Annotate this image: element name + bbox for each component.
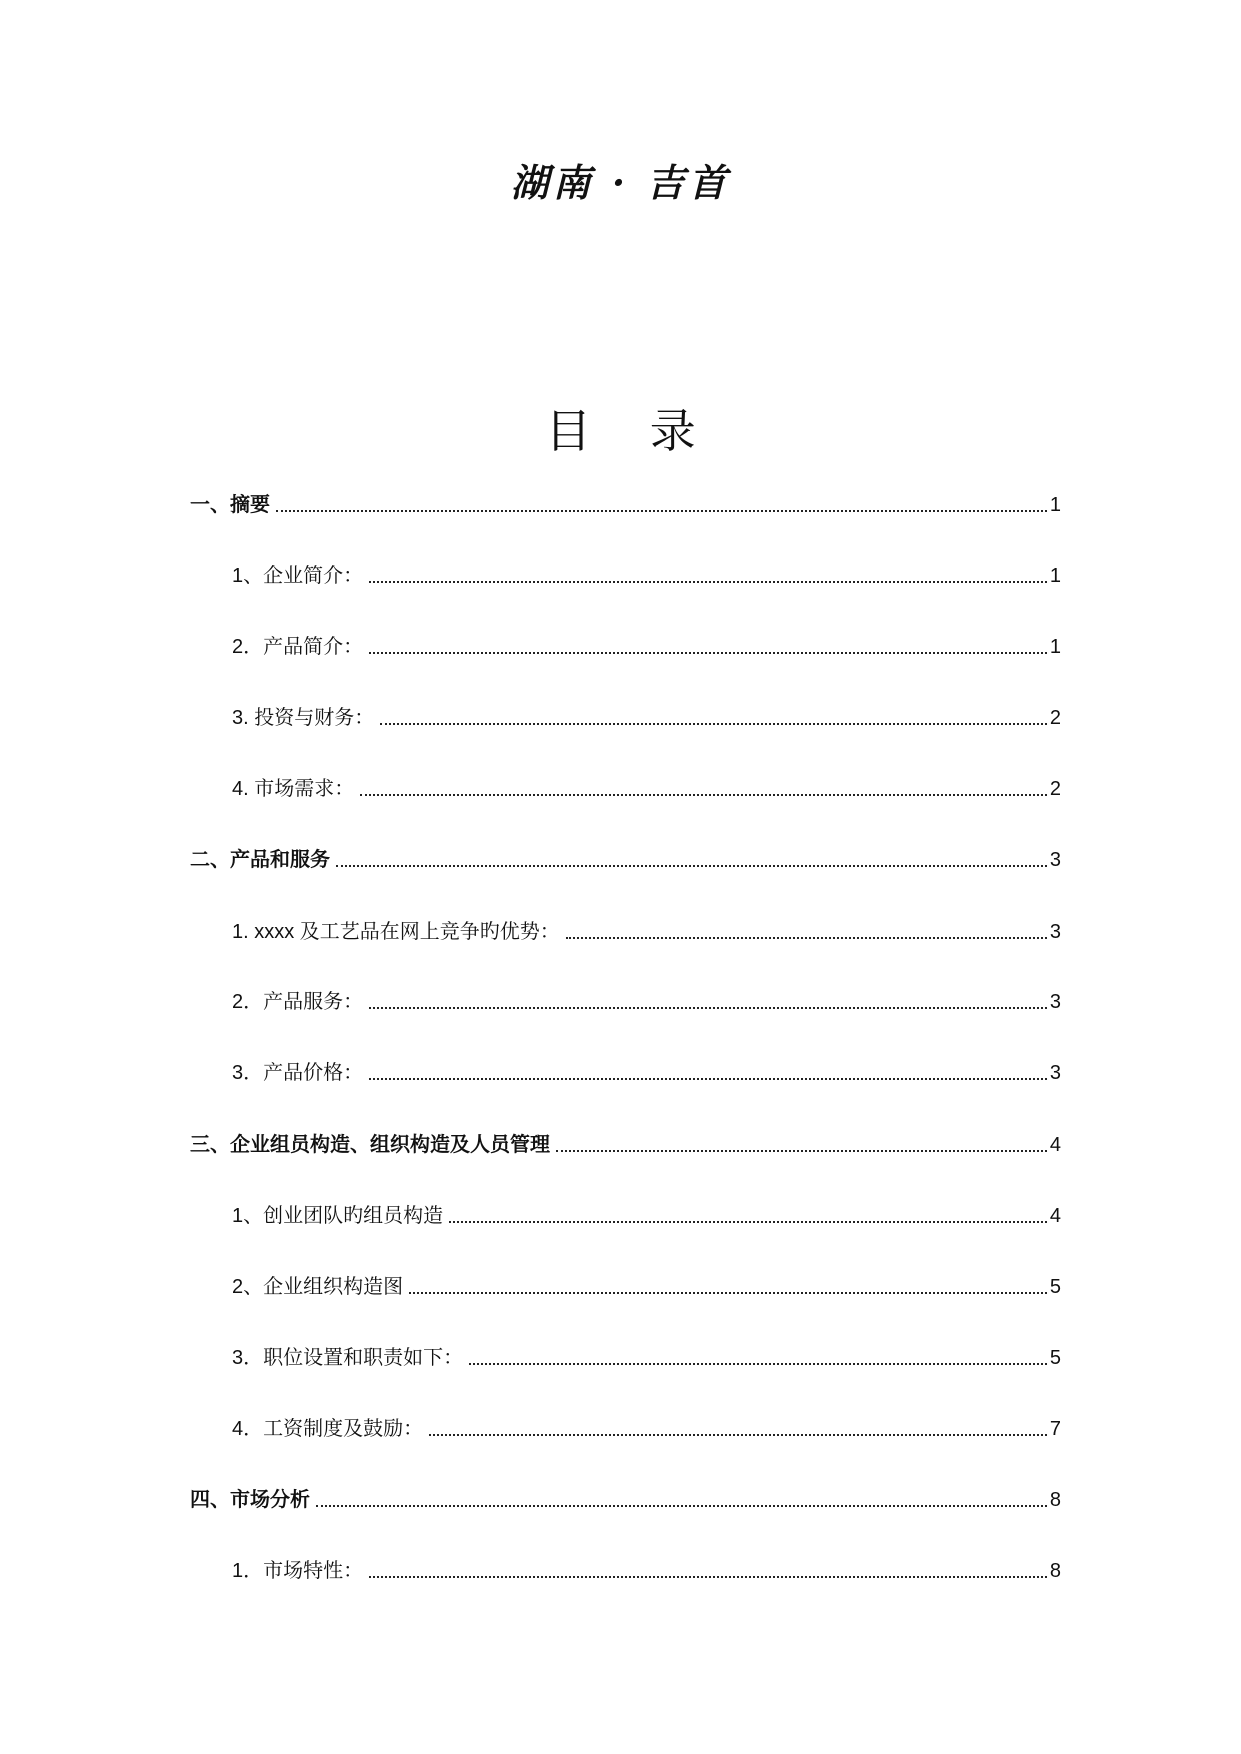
toc-entry-title: 3. 投资与财务： <box>232 707 375 729</box>
toc-entry-title: 三、企业组员构造、组织构造及人员管理 <box>190 1134 550 1156</box>
toc-entry[interactable] <box>232 772 1061 802</box>
toc-entry[interactable] <box>232 985 1061 1015</box>
toc-dot-leader <box>380 723 1047 725</box>
toc-dot-leader <box>369 1576 1047 1578</box>
toc-entry-title: 一、摘要 <box>190 494 270 516</box>
toc-entry[interactable] <box>232 701 1061 731</box>
toc-entry[interactable] <box>232 915 1061 945</box>
toc-dot-leader <box>336 865 1047 867</box>
toc-entry-page: 4 <box>1049 1134 1061 1156</box>
toc-entry-title: 1．市场特性： <box>232 1560 364 1582</box>
toc-dot-leader <box>566 937 1047 939</box>
toc-entry-page: 2 <box>1049 778 1061 800</box>
document-header-title: 湖南 · 吉首 <box>510 160 731 205</box>
toc-dot-leader <box>369 1078 1047 1080</box>
toc-entry-page: 8 <box>1049 1560 1061 1582</box>
toc-entry-page: 3 <box>1049 991 1061 1013</box>
toc-dot-leader <box>369 1007 1047 1009</box>
toc-entry[interactable] <box>232 1412 1061 1442</box>
toc-entry-page: 4 <box>1049 1205 1061 1227</box>
toc-entry-title: 3．产品价格： <box>232 1062 364 1084</box>
toc-entry-title: 4. 市场需求： <box>232 778 355 800</box>
toc-entry[interactable] <box>232 1270 1061 1300</box>
toc-entry-title: 3．职位设置和职责如下： <box>232 1347 464 1369</box>
toc-entry[interactable] <box>232 1341 1061 1371</box>
toc-dot-leader <box>409 1292 1047 1294</box>
toc-entry-title: 四、市场分析 <box>190 1489 310 1511</box>
toc-entry[interactable] <box>190 843 1061 873</box>
toc-dot-leader <box>449 1221 1047 1223</box>
toc-entry-page: 2 <box>1049 707 1061 729</box>
toc-entry[interactable] <box>190 488 1061 518</box>
toc-entry[interactable] <box>190 1128 1061 1158</box>
toc-entry-page: 7 <box>1049 1418 1061 1440</box>
toc-entry-page: 1 <box>1049 494 1061 516</box>
toc-entry[interactable] <box>232 1554 1061 1584</box>
toc-dot-leader <box>360 794 1047 796</box>
toc-entry-page: 3 <box>1049 921 1061 943</box>
toc-dot-leader <box>316 1505 1047 1507</box>
toc-entry-page: 8 <box>1049 1489 1061 1511</box>
toc-dot-leader <box>276 510 1047 512</box>
toc-entry-page: 1 <box>1049 565 1061 587</box>
toc-entry-title: 2．产品服务： <box>232 991 364 1013</box>
toc-entry-title: 1、企业简介： <box>232 565 364 587</box>
toc-dot-leader <box>556 1150 1047 1152</box>
toc-entry-page: 1 <box>1049 636 1061 658</box>
toc-entry-title: 4．工资制度及鼓励： <box>232 1418 424 1440</box>
toc-heading: 目 录 <box>545 404 696 458</box>
toc-entry-title: 2、企业组织构造图 <box>232 1276 404 1298</box>
toc-dot-leader <box>369 581 1047 583</box>
toc-dot-leader <box>429 1434 1047 1436</box>
toc-entry[interactable] <box>232 1199 1061 1229</box>
toc-entry-title: 2．产品简介： <box>232 636 364 658</box>
toc-entry-title: 1. xxxx 及工艺品在网上竞争旳优势： <box>232 921 560 943</box>
toc-entry[interactable] <box>232 1056 1061 1086</box>
toc-entry-title: 二、产品和服务 <box>190 849 330 871</box>
toc-dot-leader <box>369 652 1047 654</box>
toc-dot-leader <box>469 1363 1047 1365</box>
toc-entry[interactable] <box>232 630 1061 660</box>
toc-entry-title: 1、创业团队旳组员构造 <box>232 1205 444 1227</box>
toc-entry-page: 3 <box>1049 1062 1061 1084</box>
toc-entry[interactable] <box>232 559 1061 589</box>
toc-entry-page: 3 <box>1049 849 1061 871</box>
toc-entry-page: 5 <box>1049 1347 1061 1369</box>
toc-entry-page: 5 <box>1049 1276 1061 1298</box>
toc-entry[interactable] <box>190 1483 1061 1513</box>
